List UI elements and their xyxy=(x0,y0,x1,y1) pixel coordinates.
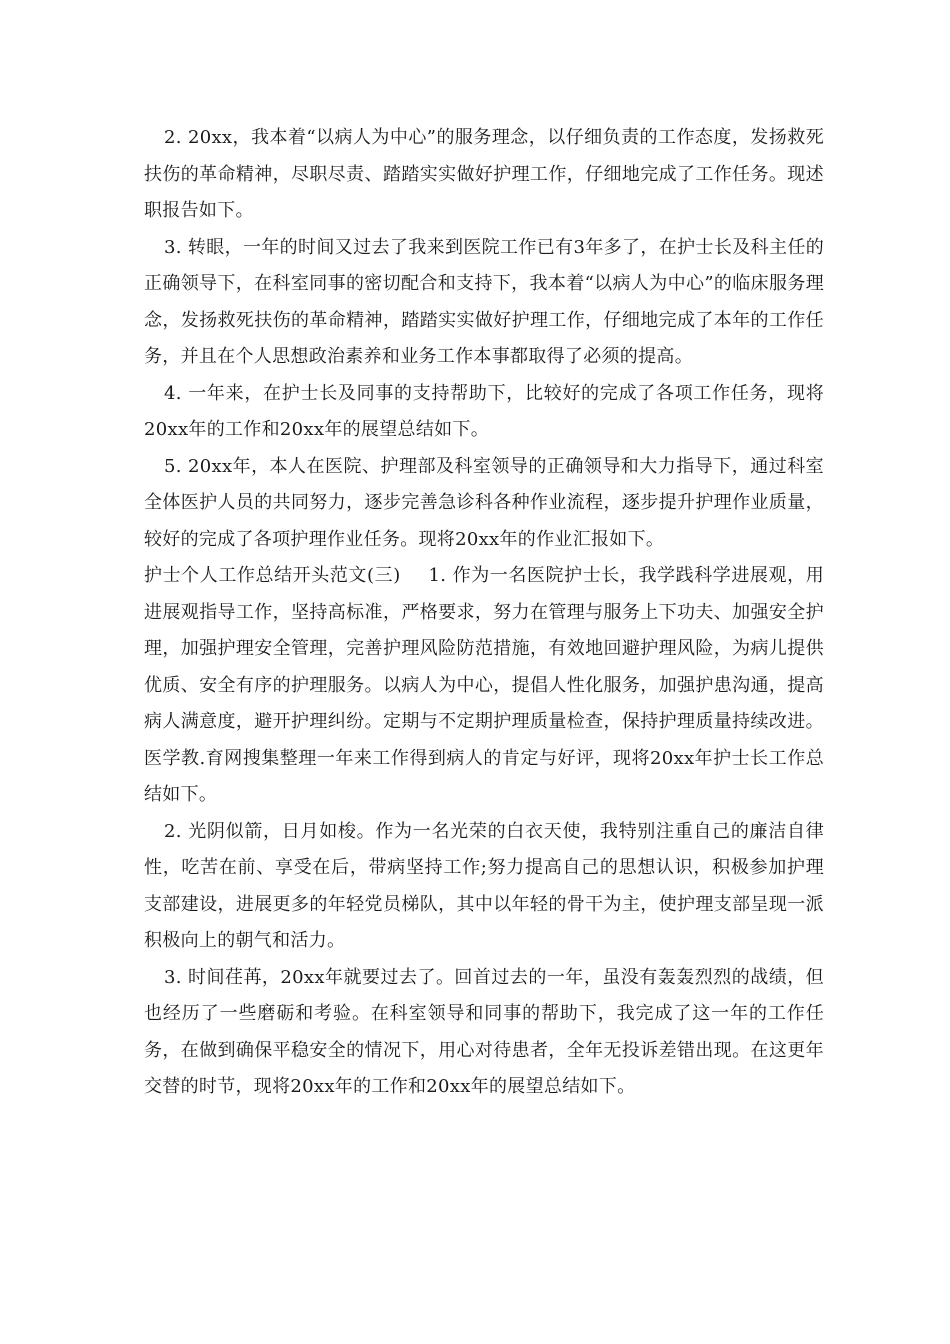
section-heading: 护士个人工作总结开头范文(三) xyxy=(144,565,401,586)
paragraph-4 xyxy=(144,449,824,559)
paragraph-5 xyxy=(144,558,824,814)
paragraph-4-text: 5. 20xx年，本人在医院、护理部及科室领导的正确领导和大力指导下，通过科室全体医护人员的共同努力，逐步完善急诊科各种作业流程，逐步提升护理作业质量，较好的完成了各项护理作业任务。现将20xx年的作业汇报如下。 xyxy=(144,455,824,550)
paragraph-5-text: 1. 作为一名医院护士长，我学践科学进展观，用进展观指导工作，坚持高标准，严格要求，努力在管理与服务上下功夫、加强安全护理，加强护理安全管理，完善护理风险防范措施，有效地回避护理风险，为病儿提供优质、安全有序的护理服务。以病人为中心，提倡人性化服务，加强护患沟通，提高病人满意度，避开护理纠纷。定期与不定期护理质量检查，保持护理质量持续改进。医学教.育网搜集整理一年来工作得到病人的肯定与好评，现将20xx年护士长工作总结如下。 xyxy=(144,565,825,805)
paragraph-2-text: 3. 转眼，一年的时间又过去了我来到医院工作已有3年多了，在护士长及科主任的正确领导下，在科室同事的密切配合和支持下，我本着“以病人为中心”的临床服务理念，发扬救死扶伤的革命精神，踏踏实实做好护理工作，仔细地完成了本年的工作任务，并且在个人思想政治素养和业务工作本事都取得了必须的提高。 xyxy=(144,236,824,367)
document-body xyxy=(144,120,824,1106)
paragraph-3-text: 4. 一年来，在护士长及同事的支持帮助下，比较好的完成了各项工作任务，现将20xx年的工作和20xx年的展望总结如下。 xyxy=(144,382,824,440)
paragraph-3 xyxy=(144,376,824,449)
paragraph-2 xyxy=(144,230,824,376)
paragraph-7-text: 3. 时间荏苒，20xx年就要过去了。回首过去的一年，虽没有轰轰烈烈的战绩，但也经历了一些磨砺和考验。在科室领导和同事的帮助下，我完成了这一年的工作任务，在做到确保平稳安全的情况下，用心对待患者，全年无投诉差错出现。在这更年交替的时节，现将20xx年的工作和20xx年的展望总结如下。 xyxy=(144,966,824,1097)
paragraph-1-text: 2. 20xx，我本着“以病人为中心”的服务理念，以仔细负责的工作态度，发扬救死扶伤的革命精神，尽职尽责、踏踏实实做好护理工作，仔细地完成了工作任务。现述职报告如下。 xyxy=(144,127,824,221)
paragraph-6 xyxy=(144,814,824,960)
paragraph-7 xyxy=(144,960,824,1106)
paragraph-1 xyxy=(144,120,824,230)
paragraph-6-text: 2. 光阴似箭，日月如梭。作为一名光荣的白衣天使，我特别注重自己的廉洁自律性，吃苦在前、享受在后，带病坚持工作;努力提高自己的思想认识，积极参加护理支部建设，进展更多的年轻党员梯队，其中以年轻的骨干为主，使护理支部呈现一派积极向上的朝气和活力。 xyxy=(144,820,824,951)
